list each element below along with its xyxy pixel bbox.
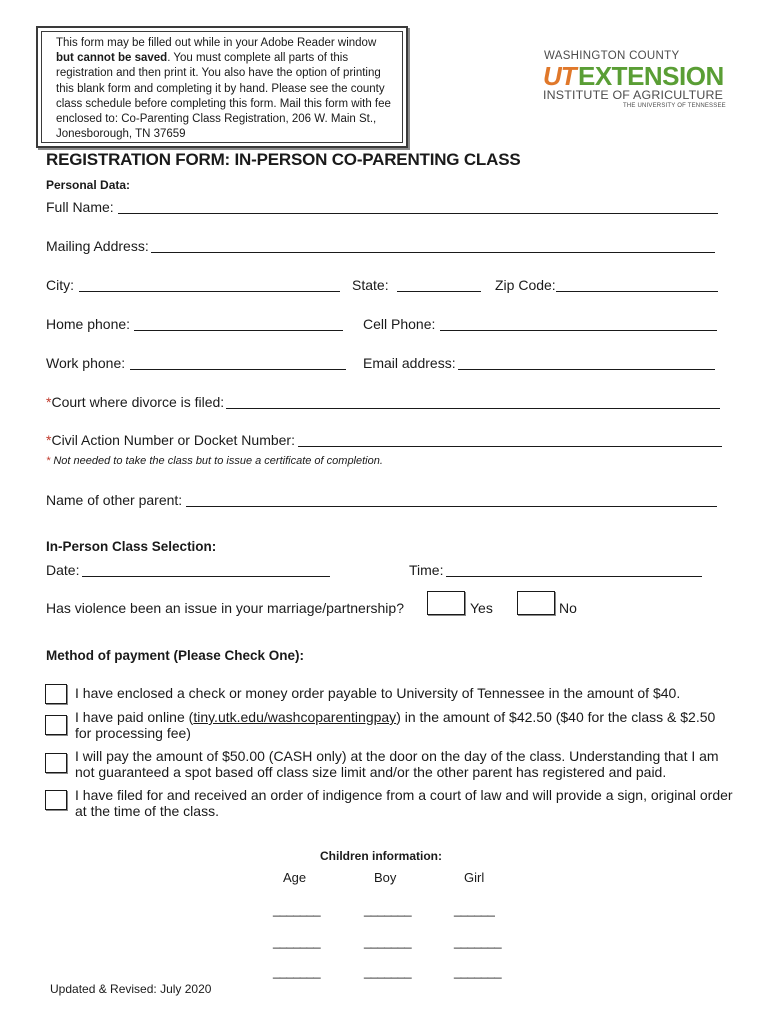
- violence-yes-underline: [427, 614, 465, 615]
- child-2-girl[interactable]: _______: [454, 934, 502, 949]
- payment-online-link[interactable]: tiny.utk.edu/washcoparentingpay: [193, 709, 397, 725]
- zip-label: Zip Code:: [495, 277, 556, 293]
- note-star: *: [46, 455, 51, 467]
- court-label-text: Court where divorce is filed:: [51, 394, 225, 410]
- child-2-age[interactable]: _______: [273, 934, 321, 949]
- class-selection-label: In-Person Class Selection:: [46, 539, 217, 554]
- mailing-address-label: Mailing Address:: [46, 238, 149, 254]
- personal-data-label: Personal Data:: [46, 178, 131, 192]
- payment-check-checkbox[interactable]: [45, 684, 67, 704]
- payment-indigence-text: I have filed for and received an order of indigence from a court of law and will provide a sign, original order at the time of the class.: [75, 787, 733, 819]
- child-2-boy[interactable]: _______: [364, 934, 412, 949]
- court-required-star: *: [46, 394, 52, 410]
- work-phone-label: Work phone:: [46, 355, 126, 371]
- cell-phone-label: Cell Phone:: [363, 316, 436, 332]
- form-title: REGISTRATION FORM: IN-PERSON CO-PARENTING CLASS: [46, 150, 521, 169]
- instructions-part1: This form may be filled out while in your Adobe Reader window: [56, 37, 377, 49]
- child-1-girl[interactable]: ______: [454, 902, 495, 917]
- work-phone-field[interactable]: [130, 369, 346, 370]
- instructions-part2: . You must complete all parts of this registration and then print it. You also have the option of printing this blank form and completing it by hand. Please see the county class schedule before completing this form. Mail this form with fee enclosed to: Co-Parenting Class Registration, 206 W. Main St., Jonesborough, TN 37659: [56, 52, 391, 141]
- other-parent-field[interactable]: [186, 506, 717, 507]
- payment-online-text-a: I have paid online (: [75, 709, 194, 725]
- logo-ut: UT: [543, 61, 576, 91]
- instructions-bold: but cannot be saved: [56, 52, 168, 65]
- payment-cash-checkbox[interactable]: [45, 753, 67, 773]
- logo-institute: INSTITUTE OF AGRICULTURE: [543, 88, 724, 102]
- children-col-boy: Boy: [374, 870, 397, 885]
- payment-cash-text: I will pay the amount of $50.00 (CASH only) at the door on the day of the class. Understanding that I am not guaranteed a spot based off class size limit and/or the other parent has registered and paid.: [75, 748, 719, 780]
- child-1-boy[interactable]: _______: [364, 902, 412, 917]
- instructions-box: [36, 26, 408, 148]
- instructions-text: [41, 31, 403, 143]
- home-phone-label: Home phone:: [46, 316, 131, 332]
- children-info-label: Children information:: [320, 849, 442, 863]
- ut-extension-logo: [543, 50, 733, 110]
- cell-phone-field[interactable]: [440, 330, 717, 331]
- children-col-girl: Girl: [464, 870, 485, 885]
- civil-required-star: *: [46, 432, 52, 448]
- revision-footer: Updated & Revised: July 2020: [50, 982, 212, 996]
- payment-online-text: [75, 709, 735, 741]
- court-field[interactable]: [226, 408, 720, 409]
- violence-question: Has violence been an issue in your marriage/partnership?: [46, 600, 404, 616]
- zip-field[interactable]: [556, 291, 718, 292]
- violence-no-underline: [517, 614, 555, 615]
- other-parent-label: Name of other parent:: [46, 492, 183, 508]
- time-label: Time:: [409, 562, 444, 578]
- city-field[interactable]: [79, 291, 340, 292]
- city-label: City:: [46, 277, 74, 293]
- payment-online-text-b: ) in the amount of $42.50 ($40 for the class & $2.50 for processing fee): [75, 709, 716, 741]
- time-field[interactable]: [446, 576, 702, 577]
- full-name-label: Full Name:: [46, 199, 114, 215]
- state-field[interactable]: [397, 291, 481, 292]
- note-text: Not needed to take the class but to issue a certificate of completion.: [50, 455, 383, 467]
- civil-label-text: Civil Action Number or Docket Number:: [51, 432, 295, 448]
- state-label: State:: [352, 277, 389, 293]
- violence-no-label: No: [559, 600, 577, 616]
- logo-extension: EXTENSION: [578, 61, 724, 91]
- email-field[interactable]: [458, 369, 715, 370]
- civil-action-field[interactable]: [298, 446, 722, 447]
- full-name-field[interactable]: [118, 213, 718, 214]
- violence-no-checkbox[interactable]: [517, 591, 555, 615]
- logo-county: WASHINGTON COUNTY: [544, 50, 680, 62]
- violence-yes-label: Yes: [470, 600, 493, 616]
- payment-indigence-checkbox[interactable]: [45, 790, 67, 810]
- violence-yes-checkbox[interactable]: [427, 591, 465, 615]
- child-1-age[interactable]: _______: [273, 902, 321, 917]
- payment-check-text: I have enclosed a check or money order payable to University of Tennessee in the amount of $40.: [75, 685, 681, 701]
- child-3-girl[interactable]: _______: [454, 964, 502, 979]
- court-label: [46, 394, 224, 410]
- home-phone-field[interactable]: [134, 330, 343, 331]
- email-label: Email address:: [363, 355, 456, 371]
- logo-university: THE UNIVERSITY OF TENNESSEE: [623, 103, 726, 109]
- date-field[interactable]: [82, 576, 330, 577]
- mailing-address-field[interactable]: [151, 252, 715, 253]
- children-col-age: Age: [283, 870, 307, 885]
- civil-action-label: [46, 432, 295, 448]
- date-label: Date:: [46, 562, 80, 578]
- child-3-boy[interactable]: _______: [364, 964, 412, 979]
- payment-online-checkbox[interactable]: [45, 715, 67, 735]
- payment-method-label: Method of payment (Please Check One):: [46, 648, 305, 663]
- certificate-note: [46, 455, 383, 467]
- child-3-age[interactable]: _______: [273, 964, 321, 979]
